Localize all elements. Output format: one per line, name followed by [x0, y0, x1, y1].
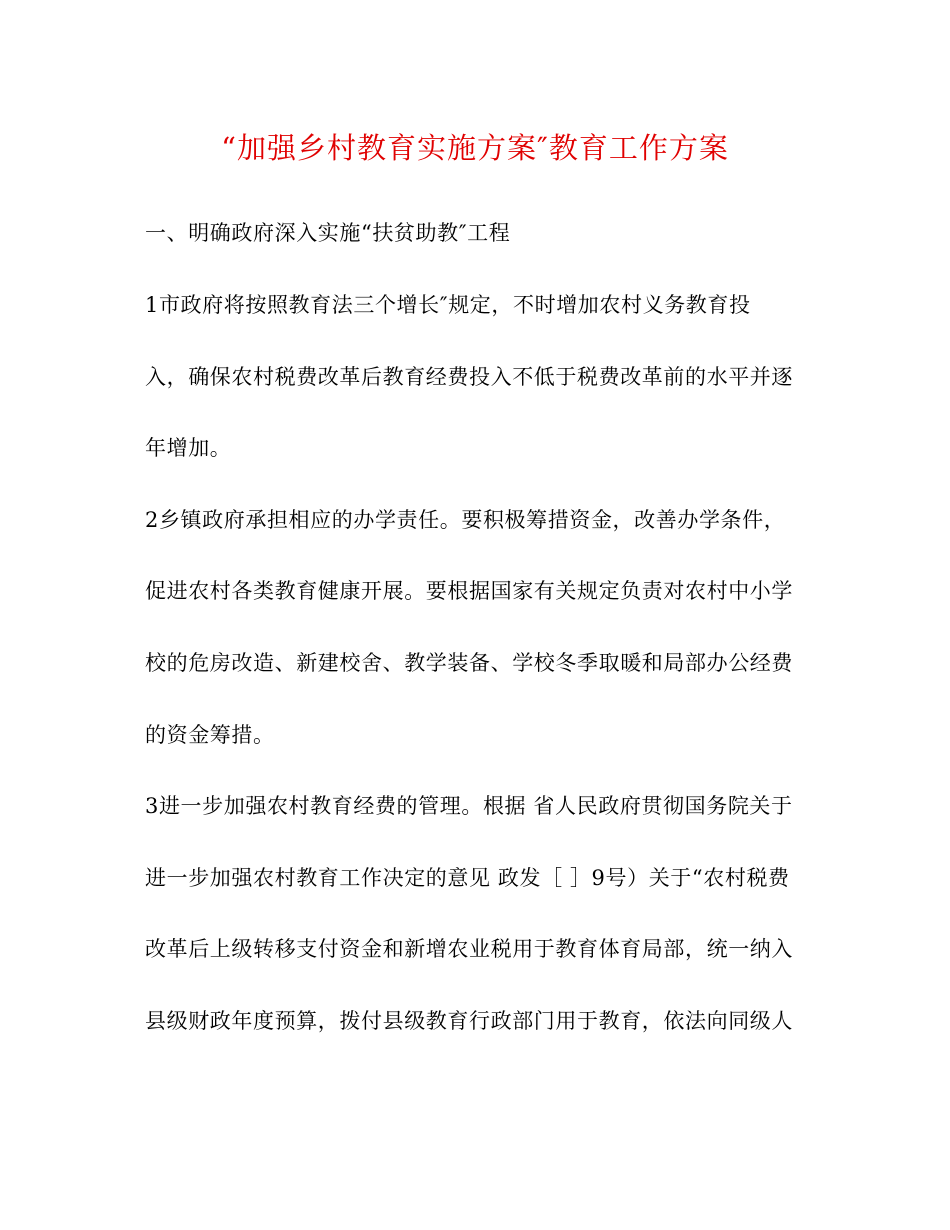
- paragraph-line: 年增加。: [145, 436, 232, 460]
- paragraph-line: 校的危房改造、新建校舍、教学装备、学校冬季取暖和局部办公经费: [145, 651, 793, 675]
- paragraph-line: 的资金筹措。: [145, 723, 275, 747]
- document-title: “加强乡村教育实施方案″教育工作方案: [221, 131, 729, 165]
- paragraph-line: 改革后上级转移支付资金和新增农业税用于教育体育局部，统一纳入: [145, 937, 793, 961]
- paragraph-line: 2乡镇政府承担相应的办学责任。要积极筹措资金，改善办学条件，: [145, 508, 786, 532]
- paragraph-line: 进一步加强农村教育工作决定的意见 政发［ ］9号）关于“农村税费: [145, 866, 790, 890]
- paragraph-line: 县级财政年度预算，拨付县级教育行政部门用于教育，依法向同级人: [145, 1009, 793, 1033]
- paragraph-line: 1市政府将按照教育法三个增长″规定，不时增加农村义务教育投: [145, 293, 751, 317]
- paragraph-line: 3进一步加强农村教育经费的管理。根据 省人民政府贯彻国务院关于: [145, 794, 793, 818]
- paragraph-line: 入，确保农村税费改革后教育经费投入不低于税费改革前的水平并逐: [145, 365, 793, 389]
- section-heading: 一、明确政府深入实施“扶贫助教″工程: [145, 221, 511, 245]
- paragraph-line: 促进农村各类教育健康开展。要根据国家有关规定负责对农村中小学: [145, 579, 793, 603]
